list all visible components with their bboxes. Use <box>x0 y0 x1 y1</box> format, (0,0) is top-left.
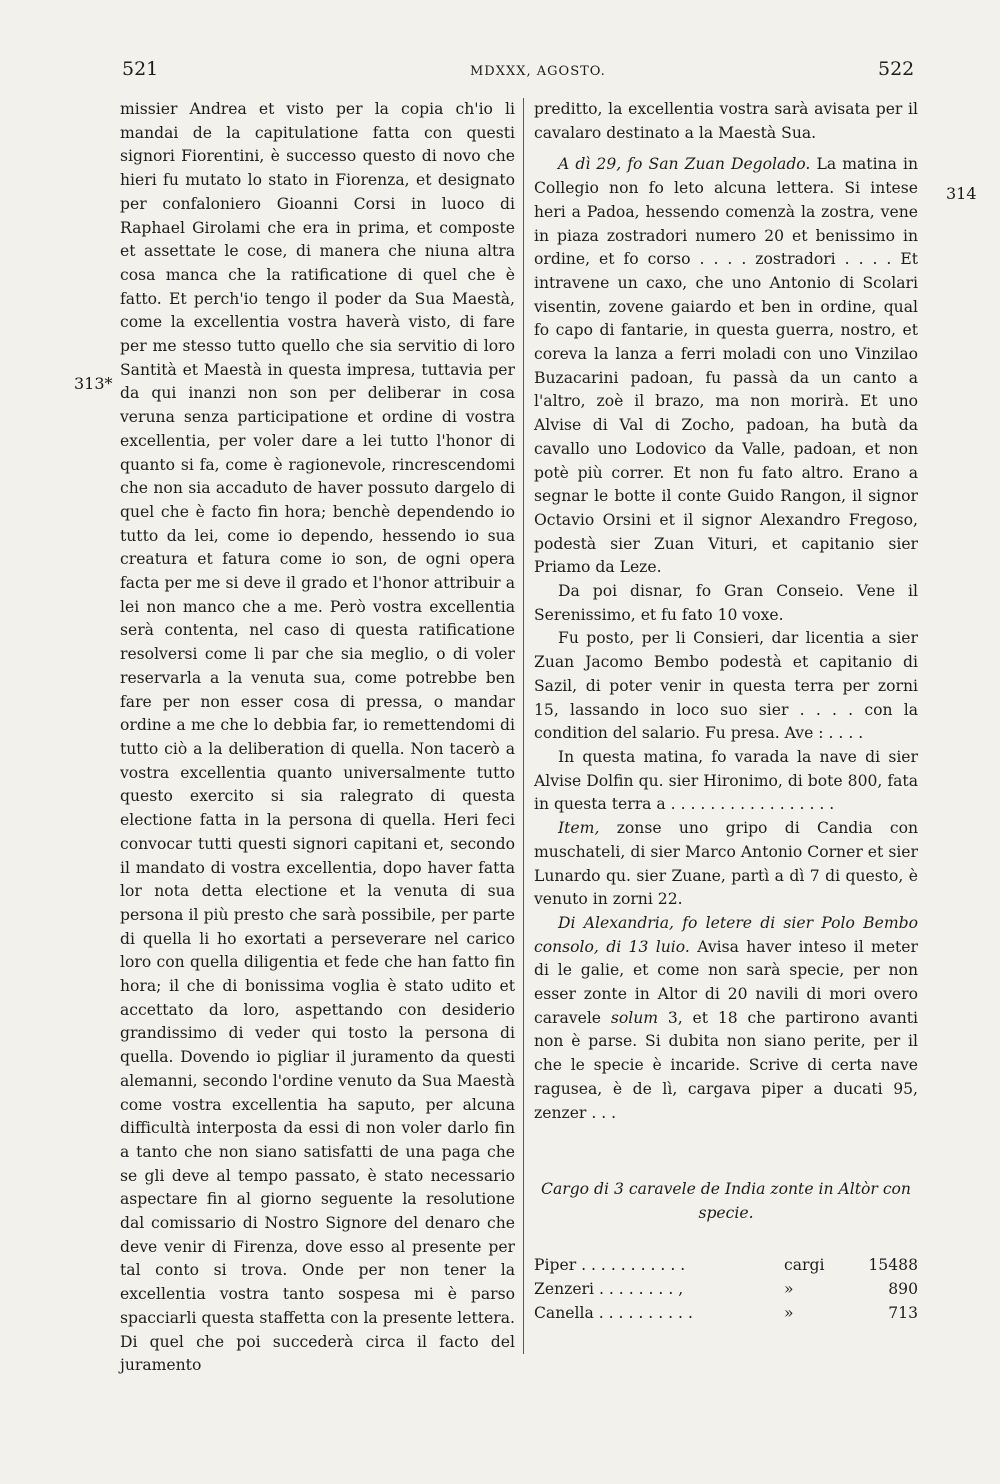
paragraph-3: Da poi disnar, fo Gran Conseio. Vene il Serenissimo, et fu fato 10 voxe. <box>534 582 918 624</box>
right-column <box>534 98 918 1325</box>
paragraph-5: In questa matina, fo varada la nave di sier Alvise Dolfin qu. sier Hironimo, di bote 800, fata in questa terra a . . . . . . . . . . . . . . . . . <box>534 747 918 814</box>
margin-number-left: 313* <box>74 374 113 393</box>
page-number-left: 521 <box>122 58 159 80</box>
solum-word: solum <box>610 1008 659 1027</box>
paragraph-6-text: zonse uno gripo di Candia con muschateli, di sier Marco Antonio Corner et sier Lunardo qu. sier Zuane, partì a dì 7 di questo, è venuto in zorni 22. <box>534 819 918 909</box>
paragraph-6 <box>534 817 918 912</box>
alexandria-heading: Di Alexandria, fo letere di sier Polo Bembo consolo, di 13 luio. <box>534 913 918 956</box>
table-row <box>534 1277 918 1301</box>
margin-number-right: 314 <box>946 184 977 203</box>
paragraph-1: preditto, la excellentia vostra sarà avisata per il cavalaro destinato a la Maestà Sua. <box>534 100 918 142</box>
paragraph-7-text-b: 3, et 18 che partirono avanti non è parse. Si dubita non siano perite, per il che le specie è incaride. Scrive di certa nave ragusea, è de lì, cargava piper a ducati 95, zenzer . . . <box>534 1008 919 1122</box>
column-divider <box>523 98 524 1354</box>
cargo-item-name: Canella . . . . . . . . . . <box>534 1304 693 1323</box>
cargo-item-value: 713 <box>888 1304 918 1323</box>
running-head: MDXXX, AGOSTO. <box>470 64 606 79</box>
paragraph-7-text-a: Avisa haver inteso il meter di le galie, et come non sarà specie, per non esser zonte in Altor di 20 navili di mori overo caravele <box>534 937 918 1027</box>
cargo-item-unit: cargi <box>784 1256 825 1275</box>
cargo-item-unit: » <box>784 1280 794 1299</box>
cargo-item-name: Piper . . . . . . . . . . . <box>534 1256 686 1275</box>
paragraph-4: Fu posto, per li Consieri, dar licentia a sier Zuan Jacomo Bembo podestà et capitanio di Sazil, di poter venir in questa terra per zorni 15, lassando in loco suo sier . . . . con la condition del salario. Fu presa. Ave : . . . . <box>534 629 918 743</box>
cargo-item-value: 15488 <box>868 1256 918 1275</box>
paragraph-2 <box>534 153 918 580</box>
page-number-right: 522 <box>878 58 915 80</box>
cargo-item-unit: » <box>784 1304 794 1323</box>
item-label: Item, <box>558 819 600 838</box>
cargo-heading: Cargo di 3 caravele de India zonte in Altòr con specie. <box>541 1180 911 1223</box>
cargo-item-value: 890 <box>888 1280 918 1299</box>
date-heading: A dì 29, fo San Zuan Degolado. <box>558 155 811 174</box>
page-header <box>0 58 1000 92</box>
table-row <box>534 1253 918 1277</box>
left-column <box>120 98 515 1378</box>
table-row <box>534 1301 918 1325</box>
paragraph-2-text: La matina in Collegio non fo leto alcuna lettera. Si intese heri a Padoa, hessendo comenzà la zostra, vene in piaza zostradori numero 20 et benissimo in ordine, et fo corso . . . . zostradori . . . . Et intravene un caxo, che uno Antonio di Scolari visentin, zovene gaiardo et ben in ordine, qual fo capo di fantarie, in questa guerra, nostro, et coreva la lanza a ferri moladi con uno Vinzilao Buzacarini padoan, fu passà da un canto a l'altro, zoè il brazo, ma non morirà. Et uno Alvise di Val di Zocho, padoan, ha butà da cavallo uno Lodovico da Valle, padoan, et non potè più correr. Et non fu fato altro. Erano a segnar le botte il conte Guido Rangon, il signor Octavio Orsini et il signor Alexandro Fregoso, podestà sier Zuan Vituri, et capitanio sier Priamo da Leze. <box>534 155 919 577</box>
left-column-text: missier Andrea et visto per la copia ch'io li mandai de la capitulatione fatta con questi signori Fiorentini, è successo questo di novo che hieri fu mutato lo stato in Fiorenza, et designato per confaloniero Gioanni Corsi in luoco di Raphael Girolami che era in prima, et composte et assettate le cose, di manera che niuna altra cosa manca che la ratificatione di quel che è fatto. Et perch'io tengo il poder da Sua Maestà, come la excellentia vostra haverà visto, di fare per me stesso tutto quello che sia servitio di loro Santità et Maestà in questa impresa, tuttavia per da qui inanzi non son per deliberar in cosa veruna senza participatione et ordine di vostra excellentia, per voler dare a lei tutto l'honor di quanto si fa, come è ragionevole, rincrescendomi che non sia accaduto de haver possuto dargelo di quel che è facto fin hora; benchè dependendo io tutto da lei, come io dependo, hessendo io sua creatura et fatura come io son, de ogni opera facta per me si deve il grado et l'honor attribuir a lei non manco che a me. Però vostra excellentia serà contenta, nel caso di questa ratificatione resolversi come li par che sia meglio, o di voler reservarla a la venuta sua, come potrebbe ben fare per non esser cosa di pressa, o mandar ordine a me che lo debbia far, io remettendomi di tutto ciò a la deliberation di quella. Non tacerò a vostra excellentia quanto universalmente tutto questo exercito si sia ralegrato di questa electione fatta in la persona di quella. Heri feci convocar tutti questi signori capitani et, secondo il mandato di vostra excellentia, dopo haver fatta lor nota detta electione et la venuta di sua persona il più presto che sarà possibile, per parte di quella li ho exortati a perseverare nel carico loro con quella diligentia et fede che han fatto fin hora; il che di bonissima voglia è stato udito et accettato da loro, aspettando con desiderio grandissimo di veder qui tosto la persona di quella. Dovendo io pigliar il juramento da questi alemanni, secondo l'ordine venuto da Sua Maestà come vostra excellentia ha saputo, per alcuna difficultà interposta da essi di non voler darlo fin a tanto che non siano satisfatti de una paga che se gli deve al tempo passato, è stato necessario aspectare fin al giorno seguente la resolutione dal comissario di Nostro Signore del denaro che deve venir di Firenza, dove esso al presente per tal conto si trova. Onde per non tener la excellentia vostra tanto sospesa mi è parso spacciarli questa staffetta con la presente lettera. Di quel che poi succederà circa il facto del juramento <box>120 100 515 1375</box>
paragraph-7 <box>534 912 918 1125</box>
cargo-table <box>534 1253 918 1325</box>
cargo-item-name: Zenzeri . . . . . . . . , <box>534 1280 684 1299</box>
